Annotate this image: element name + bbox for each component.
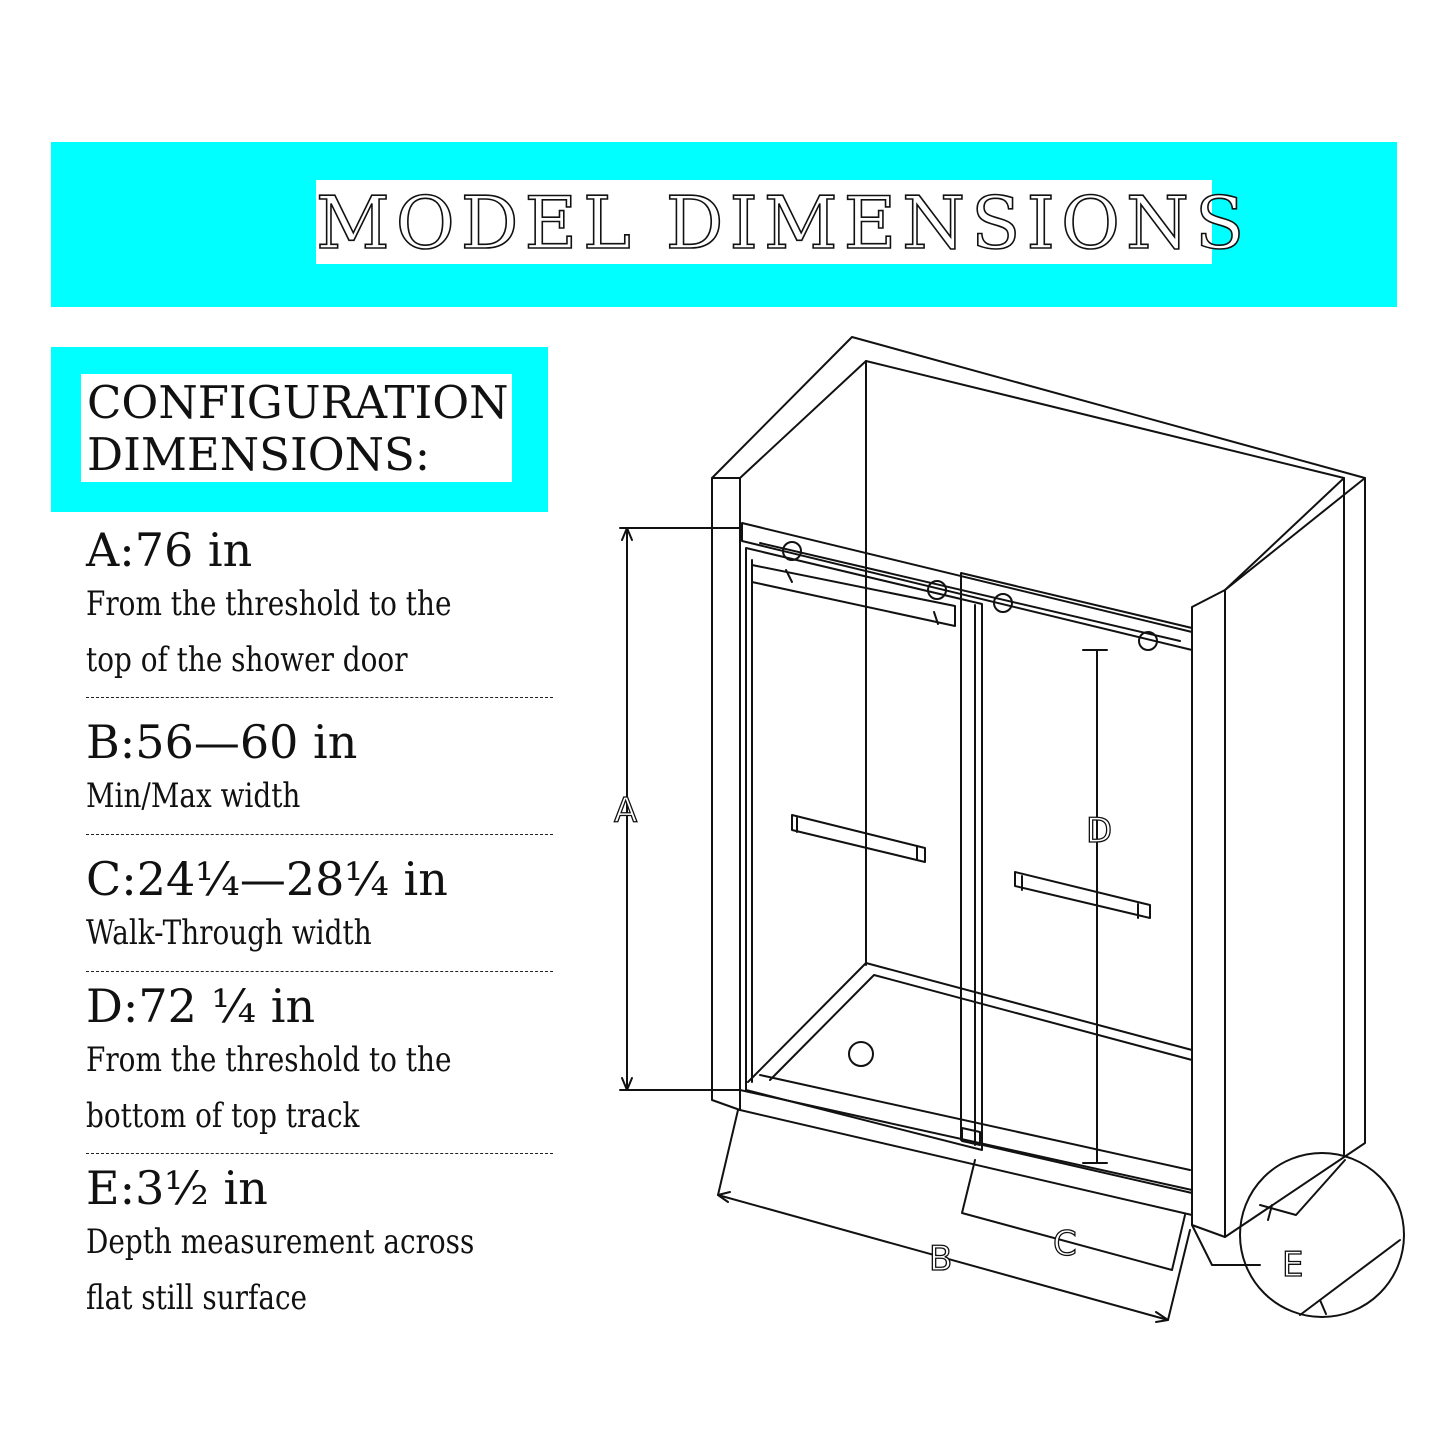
front-door-panel xyxy=(961,573,1192,1193)
spec-e-description-line1: Depth measurement across xyxy=(86,1222,475,1262)
top-track xyxy=(742,523,1192,650)
top-track-inner xyxy=(760,543,1180,641)
spec-c-description-line1: Walk-Through width xyxy=(86,913,372,953)
config-title-line2: DIMENSIONS: xyxy=(87,428,431,481)
spec-d-heading: D:72 ¼ in xyxy=(86,979,316,1033)
detail-line xyxy=(1260,1160,1400,1315)
back-towel-bar xyxy=(792,815,925,862)
back-wall-inner xyxy=(740,361,1344,590)
dimension-label-e: E xyxy=(1282,1245,1304,1285)
left-wall xyxy=(712,478,740,1110)
spec-b-heading: B:56—60 in xyxy=(86,715,358,769)
shower-base xyxy=(748,963,1192,1082)
dimension-label-b: B xyxy=(929,1239,953,1279)
spec-e-heading: E:3½ in xyxy=(86,1161,268,1215)
front-towel-bar xyxy=(1015,872,1150,918)
spec-d-description-line1: From the threshold to the xyxy=(86,1040,452,1080)
drain-circle xyxy=(849,1042,873,1066)
dimension-label-c: C xyxy=(1053,1224,1077,1264)
dimension-label-d: D xyxy=(1086,811,1113,851)
page-title: MODEL DIMENSIONS xyxy=(316,181,1251,265)
spec-a-heading: A:76 in xyxy=(86,523,253,577)
back-towel-bar-post xyxy=(797,818,917,860)
spec-a-description-line1: From the threshold to the xyxy=(86,584,452,624)
dimension-line-a xyxy=(620,528,740,1090)
config-title-line1: CONFIGURATION xyxy=(87,376,509,429)
enclosure-outline xyxy=(712,337,1365,1237)
spec-b-description-line1: Min/Max width xyxy=(86,776,301,816)
spec-d-description-line2: bottom of top track xyxy=(86,1096,360,1136)
right-wall xyxy=(1192,590,1225,1237)
spec-c-heading: C:24¼—28¼ in xyxy=(86,852,448,906)
spec-e-description-line2: flat still surface xyxy=(86,1278,308,1318)
dimension-label-a: A xyxy=(614,791,638,831)
dimension-line-b xyxy=(718,1110,1190,1320)
back-door-panel xyxy=(746,548,982,1150)
detail-circle-e xyxy=(1240,1153,1404,1317)
spec-a-description-line2: top of the shower door xyxy=(86,640,408,680)
